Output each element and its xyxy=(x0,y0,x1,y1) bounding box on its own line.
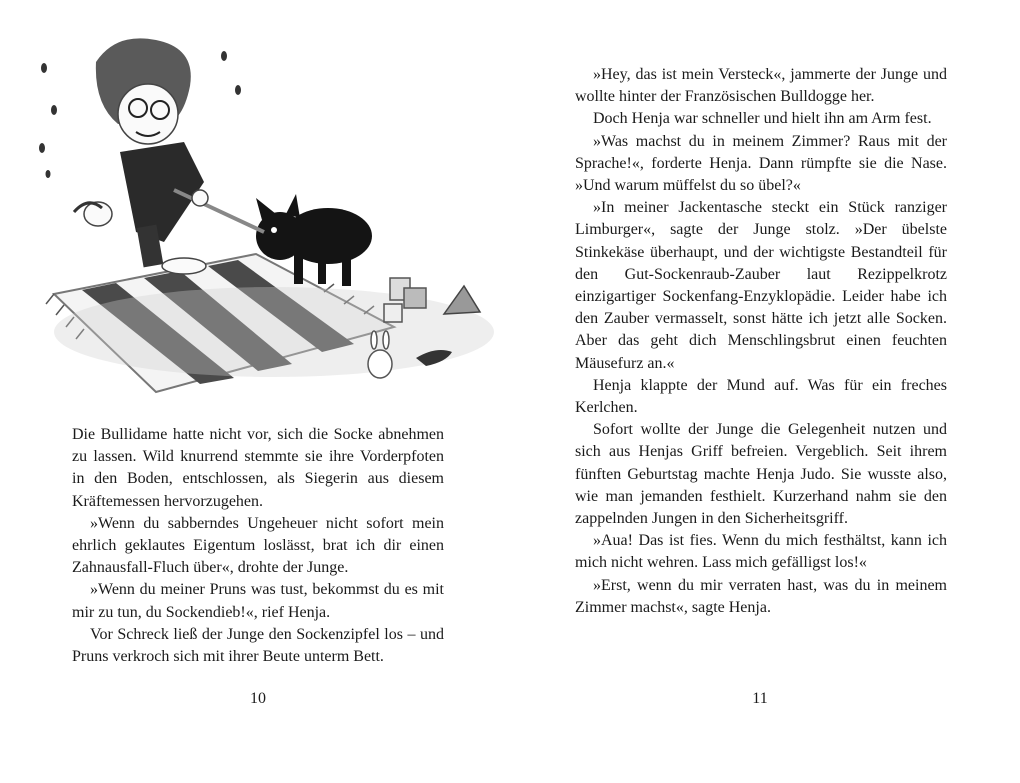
illustration-boy-and-bulldog xyxy=(24,22,510,398)
paragraph: »Hey, das ist mein Versteck«, jammerte der Junge und wollte hinter der Französischen Bulldogge her. xyxy=(575,66,947,106)
paragraph: »Erst, wenn du mir verraten hast, was du in meinem Zimmer machst«, sagte Henja. xyxy=(575,576,947,616)
left-page-text xyxy=(72,424,444,668)
page-number-left: 10 xyxy=(250,690,266,707)
boy-character xyxy=(74,38,264,274)
paragraph: Sofort wollte der Junge die Gelegenheit nutzen und sich aus Henjas Griff befreien. Vergeblich. Seit ihrem fünften Geburtstag machte Henja Judo. Sie wusste also, wie man jemanden festhielt. Kurzerhand nahm sie den zappelnden Jungen in den Sicherheitsgriff. xyxy=(575,421,947,528)
paragraph: »Wenn du sabberndes Ungeheuer nicht sofort mein ehrlich geklautes Eigentum loslässt, brat ich dir einen Zahnausfall-Fluch über«, drohte der Junge. xyxy=(72,514,444,577)
paragraph: Henja klappte der Mund auf. Was für ein freches Kerlchen. xyxy=(575,376,947,417)
paragraph: Doch Henja war schneller und hielt ihn am Arm fest. xyxy=(593,110,932,128)
paragraph: »Aua! Das ist fies. Wenn du mich festhältst, kann ich mich nicht wehren. Lass mich gefälligst los!« xyxy=(575,532,947,572)
paragraph: »Wenn du meiner Pruns was tust, bekommst du es mit mir zu tun, du Sockendieb!«, rief Henja. xyxy=(72,581,444,621)
right-page-text xyxy=(575,64,947,619)
right-page xyxy=(510,0,1020,783)
paragraph: »In meiner Jackentasche steckt ein Stück ranziger Limburger«, sagte der Junge stolz. »Der übelste Stinkekäse überhaupt, und der wichtigste Bestandteil für den Gut-Sockenraub-Zauber laut Rezippelkrotz einzigartiger Sockenfang-Enzyklopädie. Leider habe ich den Zauber vermasselt, sonst hätte ich jetzt alle Socken. Aber das geht dich Menschlingsbrut einen feuchten Mäusefurz an.« xyxy=(575,199,947,372)
paragraph: »Was machst du in meinem Zimmer? Raus mit der Sprache!«, forderte Henja. Dann rümpfte sie die Nase. »Und warum müffelst du so übel?« xyxy=(575,132,947,195)
page-number-right: 11 xyxy=(752,690,768,707)
paragraph: Vor Schreck ließ der Junge den Sockenzipfel los – und Pruns verkroch sich mit ihrer Beute unterm Bett. xyxy=(72,625,444,666)
paragraph: Die Bullidame hatte nicht vor, sich die Socke abnehmen zu lassen. Wild knurrend stemmte sie ihre Vorderpfoten in den Boden, entschlossen, als Siegerin aus diesem Kräftemessen hervorzugehen. xyxy=(72,426,444,510)
